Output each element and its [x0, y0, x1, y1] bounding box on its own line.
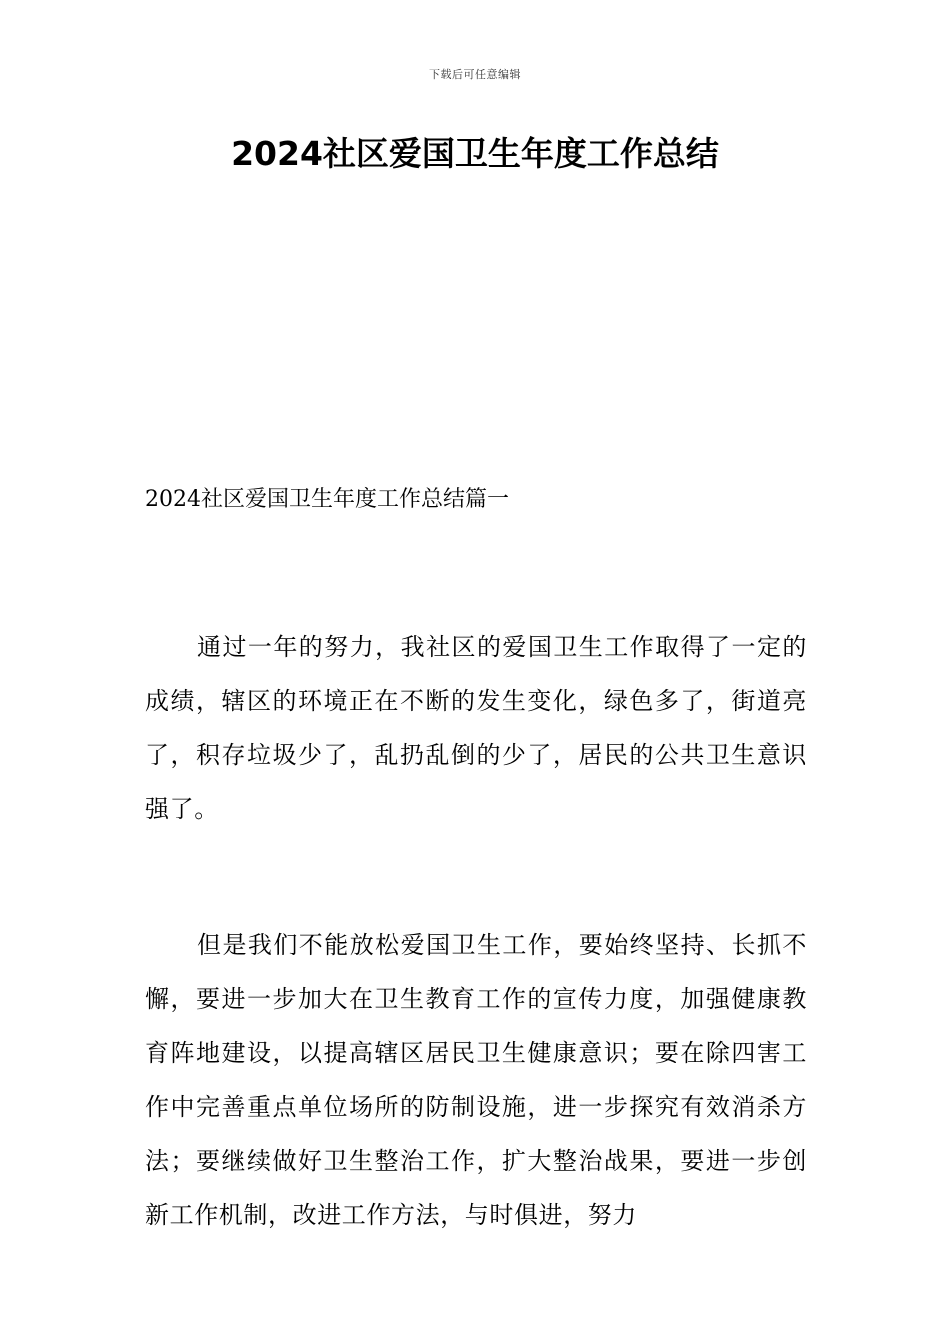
page-header-note: 下载后可任意编辑 [429, 68, 521, 81]
section-heading: 2024社区爱国卫生年度工作总结篇一 [145, 487, 509, 512]
document-title: 2024社区爱国卫生年度工作总结 [231, 134, 719, 173]
body-paragraph-1: 通过一年的努力，我社区的爱国卫生工作取得了一定的成绩，辖区的环境正在不断的发生变化，绿色多了，街道亮了，积存垃圾少了，乱扔乱倒的少了，居民的公共卫生意识强了。 [145, 633, 807, 823]
body-paragraph-2: 但是我们不能放松爱国卫生工作，要始终坚持、长抓不懈，要进一步加大在卫生教育工作的宣传力度，加强健康教育阵地建设，以提高辖区居民卫生健康意识；要在除四害工作中完善重点单位场所的防制设施，进一步探究有效消杀方法；要继续做好卫生整治工作，扩大整治战果，要进一步创新工作机制，改进工作方法，与时俱进，努力 [145, 931, 807, 1229]
